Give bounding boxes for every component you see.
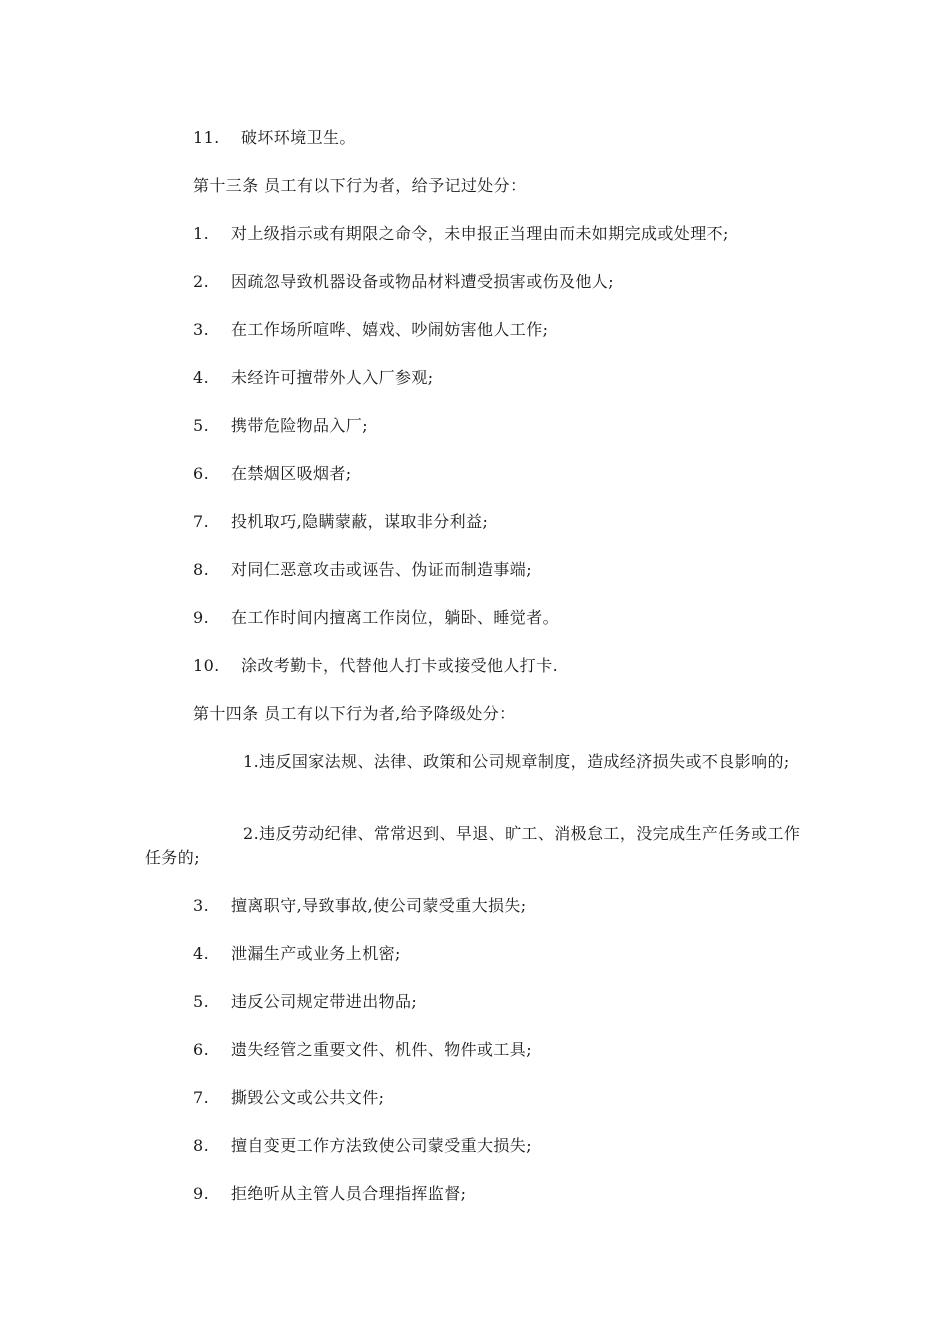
item-text: 擅自变更工作方法致使公司蒙受重大损失; [231, 1136, 532, 1155]
list-item [193, 1134, 532, 1158]
item-number: 1. [243, 752, 260, 771]
item-text: 在工作时间内擅离工作岗位，躺卧、睡觉者。 [231, 608, 560, 627]
list-item [193, 462, 352, 486]
list-item [193, 126, 356, 150]
item-number: 6. [193, 464, 210, 483]
item-text: 对上级指示或有期限之命令，未申报正当理由而未如期完成或处理不; [231, 224, 729, 243]
item-text: 携带危险物品入厂; [231, 416, 368, 435]
item-number: 5. [193, 992, 210, 1011]
list-item [193, 942, 401, 966]
item-number: 1. [193, 224, 210, 243]
list-item [193, 1086, 384, 1110]
list-item [193, 510, 488, 534]
item-number: 9. [193, 608, 210, 627]
item-text: 在工作场所喧哗、嬉戏、吵闹妨害他人工作; [231, 320, 549, 339]
item-number: 2. [243, 824, 260, 843]
list-item [193, 558, 532, 582]
list-item [193, 414, 368, 438]
item-text: 拒绝听从主管人员合理指挥监督; [231, 1184, 467, 1203]
item-number: 8. [193, 560, 210, 579]
list-item [145, 822, 810, 870]
article-text: 第十四条 员工有以下行为者,给予降级处分： [193, 704, 516, 723]
list-item [145, 750, 810, 774]
list-item [193, 654, 558, 678]
item-text: 遗失经管之重要文件、机件、物件或工具; [231, 1040, 532, 1059]
article-text: 第十三条 员工有以下行为者，给予记过处分： [193, 176, 527, 195]
list-item [193, 1038, 532, 1062]
item-text: 未经许可擅带外人入厂参观; [231, 368, 434, 387]
item-text: 违反公司规定带进出物品; [231, 992, 418, 1011]
list-item [193, 990, 417, 1014]
item-number: 9. [193, 1184, 210, 1203]
item-number: 7. [193, 512, 210, 531]
list-item [193, 894, 527, 918]
item-text: 违反劳动纪律、常常迟到、早退、旷工、消极怠工，没完成生产任务或工作任务的; [145, 824, 801, 867]
list-item [193, 606, 559, 630]
article-heading [193, 702, 516, 726]
item-text: 撕毁公文或公共文件; [231, 1088, 385, 1107]
item-number: 2. [193, 272, 210, 291]
item-number: 11. [193, 128, 220, 147]
item-text: 泄漏生产或业务上机密; [231, 944, 401, 963]
item-text: 擅离职守,导致事故,使公司蒙受重大损失; [231, 896, 527, 915]
item-number: 6. [193, 1040, 210, 1059]
item-number: 10. [193, 656, 220, 675]
item-number: 4. [193, 368, 210, 387]
item-number: 5. [193, 416, 210, 435]
item-text: 投机取巧,隐瞒蒙蔽，谋取非分利益; [231, 512, 489, 531]
item-text: 涂改考勤卡，代替他人打卡或接受他人打卡. [241, 656, 559, 675]
list-item [193, 222, 729, 246]
item-text: 违反国家法规、法律、政策和公司规章制度，造成经济损失或不良影响的; [259, 752, 790, 771]
item-text: 在禁烟区吸烟者; [231, 464, 352, 483]
list-item [193, 270, 614, 294]
article-heading [193, 174, 527, 198]
item-number: 4. [193, 944, 210, 963]
item-number: 8. [193, 1136, 210, 1155]
item-text: 破坏环境卫生。 [241, 128, 356, 147]
list-item [193, 1182, 466, 1206]
item-number: 3. [193, 320, 210, 339]
item-number: 3. [193, 896, 210, 915]
list-item [193, 318, 548, 342]
list-item [193, 366, 434, 390]
item-number: 7. [193, 1088, 210, 1107]
item-text: 因疏忽导致机器设备或物品材料遭受损害或伤及他人; [231, 272, 614, 291]
item-text: 对同仁恶意攻击或诬告、伪证而制造事端; [231, 560, 532, 579]
